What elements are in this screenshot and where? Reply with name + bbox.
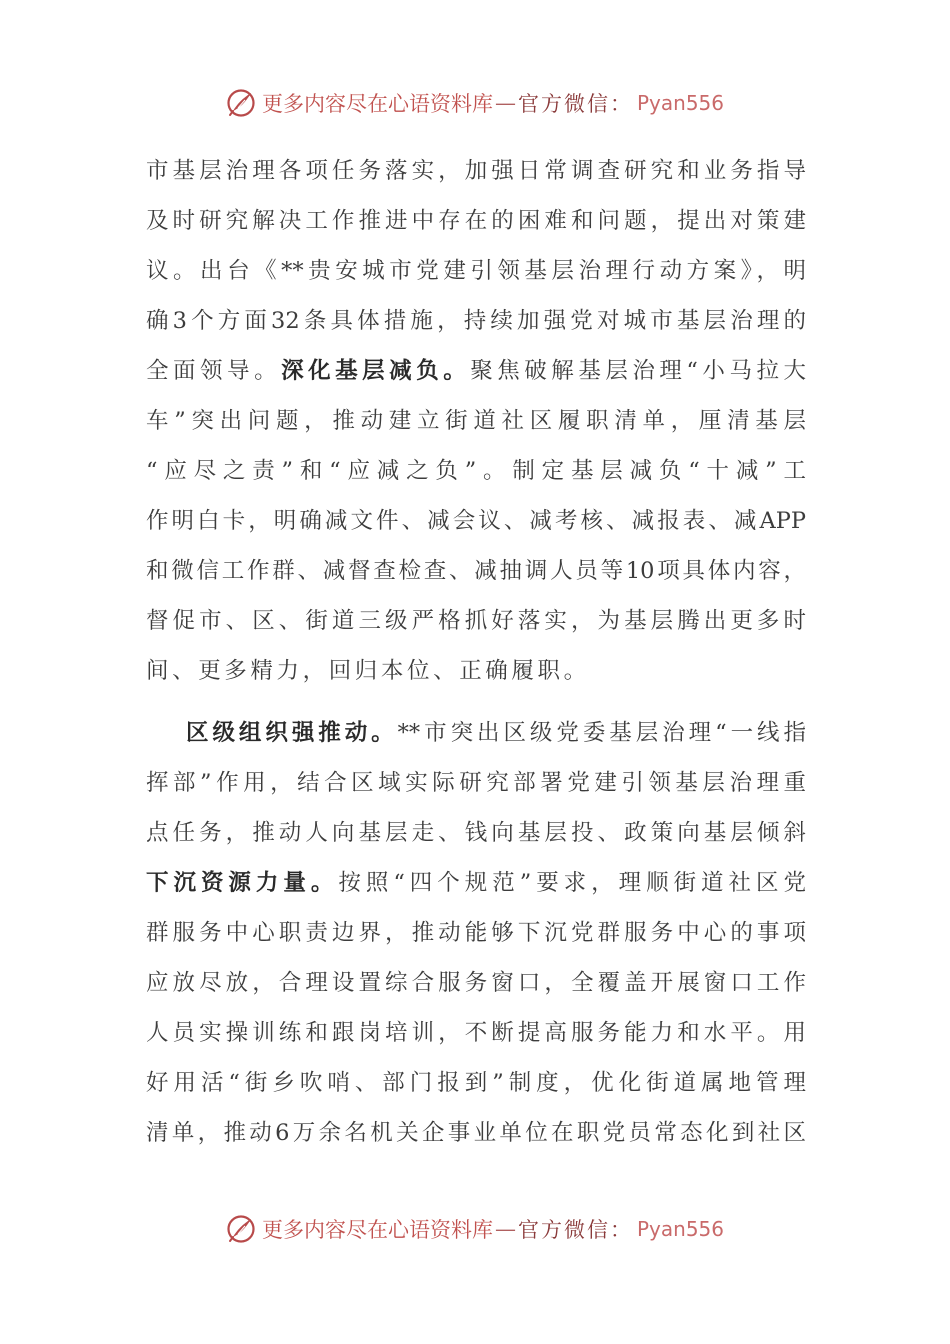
text-line: 车”突出问题，推动建立街道社区履职清单，厘清基层 <box>146 408 806 434</box>
quill-logo-icon <box>226 1214 256 1244</box>
text-line: “应尽之责”和“应减之负”。制定基层减负“十减”工 <box>146 458 806 484</box>
banner-dash: — <box>494 91 516 115</box>
quill-logo-icon <box>226 88 256 118</box>
banner-official-label: 官方微信： <box>517 1218 633 1242</box>
text-line: 确3个方面32条具体措施，持续加强党对城市基层治理的 <box>146 308 806 334</box>
paragraph-1 <box>146 146 806 696</box>
header-banner <box>0 83 950 123</box>
bold-heading-deepen-reduction: 深化基层减负。 <box>281 358 471 384</box>
footer-banner <box>0 1209 950 1249</box>
banner-official-label: 官方微信： <box>517 92 633 116</box>
bold-heading-sink-resources: 下沉资源力量。 <box>146 870 339 896</box>
text-line <box>146 346 806 396</box>
banner-wechat-handle: Pyan556 <box>636 1217 724 1241</box>
text-run: 全面领导。 <box>146 358 282 384</box>
text-line: 挥部”作用，结合区域实际研究部署党建引领基层治理重 <box>146 770 806 796</box>
text-line <box>146 708 806 758</box>
banner-brand: 更多内容尽在心语资料库 <box>261 92 493 116</box>
banner-dash: — <box>494 1217 516 1241</box>
banner-wechat-handle: Pyan556 <box>636 91 724 115</box>
text-line: 点任务，推动人向基层走、钱向基层投、政策向基层倾斜 <box>146 820 806 846</box>
text-line: 议。出台《**贵安城市党建引领基层治理行动方案》，明 <box>146 258 806 284</box>
text-run: 聚焦破解基层治理“小马拉大 <box>470 358 806 384</box>
bold-heading-district-push: 区级组织强推动。 <box>186 720 398 746</box>
text-line: 和微信工作群、减督查检查、减抽调人员等10项具体内容， <box>146 558 806 584</box>
text-line: 好用活“街乡吹哨、部门报到”制度，优化街道属地管理 <box>146 1070 806 1096</box>
document-body <box>146 146 806 1158</box>
text-line: 作明白卡，明确减文件、减会议、减考核、减报表、减APP <box>146 508 806 534</box>
banner-brand: 更多内容尽在心语资料库 <box>261 1218 493 1242</box>
text-line: 督促市、区、街道三级严格抓好落实，为基层腾出更多时 <box>146 608 806 634</box>
text-run: **市突出区级党委基层治理“一线指 <box>397 720 806 746</box>
text-line: 间、更多精力，回归本位、正确履职。 <box>146 658 590 684</box>
text-line: 清单，推动6万余名机关企事业单位在职党员常态化到社区 <box>146 1120 806 1146</box>
text-line: 群服务中心职责边界，推动能够下沉党群服务中心的事项 <box>146 920 806 946</box>
text-line <box>146 858 806 908</box>
paragraph-2 <box>146 708 806 1158</box>
text-line: 应放尽放，合理设置综合服务窗口，全覆盖开展窗口工作 <box>146 970 806 996</box>
text-line: 市基层治理各项任务落实，加强日常调查研究和业务指导 <box>146 158 806 184</box>
text-run: 按照“四个规范”要求，理顺街道社区党 <box>338 870 806 896</box>
text-line: 及时研究解决工作推进中存在的困难和问题，提出对策建 <box>146 208 806 234</box>
text-line: 人员实操训练和跟岗培训，不断提高服务能力和水平。用 <box>146 1020 806 1046</box>
